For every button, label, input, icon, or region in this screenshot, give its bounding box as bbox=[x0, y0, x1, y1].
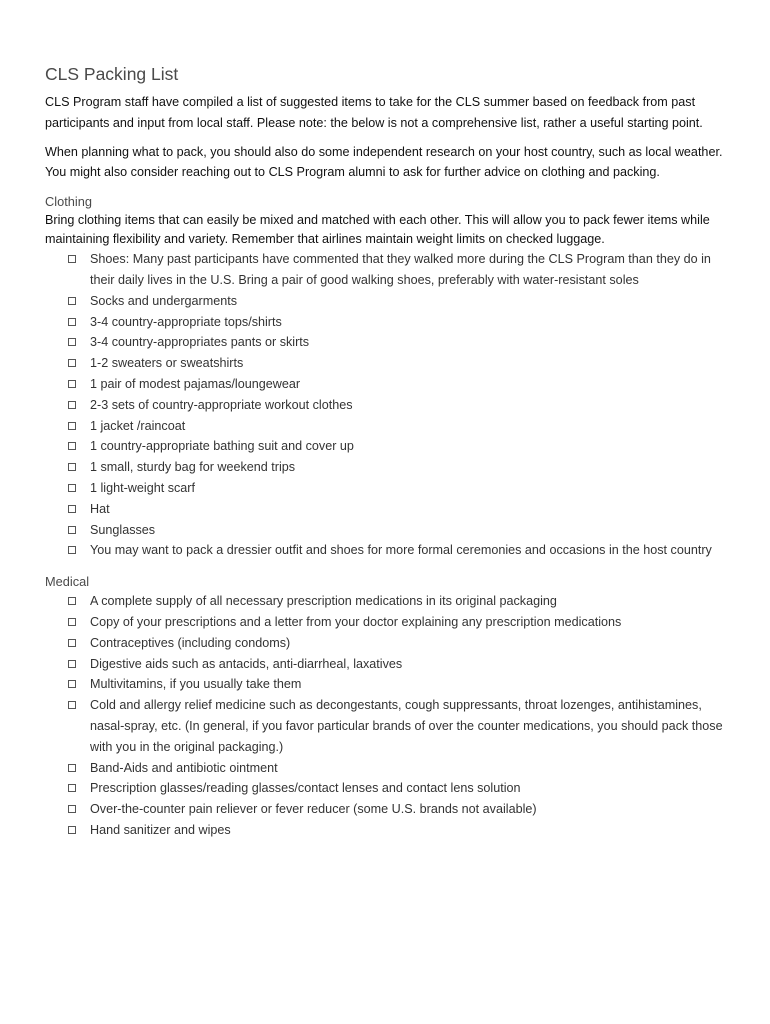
checklist-item bbox=[68, 374, 730, 395]
checkbox-icon bbox=[68, 505, 76, 513]
page-title: CLS Packing List bbox=[45, 64, 179, 84]
checkbox-icon bbox=[68, 442, 76, 450]
checklist-item-text: Band-Aids and antibiotic ointment bbox=[90, 760, 278, 775]
checkbox-icon bbox=[68, 618, 76, 626]
checklist-item bbox=[68, 654, 730, 675]
checklist-item-text: Hat bbox=[90, 501, 110, 516]
checklist-item bbox=[68, 695, 730, 757]
checklist-item bbox=[68, 540, 730, 561]
checklist-item bbox=[68, 674, 730, 695]
checklist-item-text: A complete supply of all necessary prescription medications in its original packaging bbox=[90, 594, 557, 609]
checkbox-icon bbox=[68, 526, 76, 534]
checklist-item-text: Shoes: Many past participants have commented that they walked more during the CLS Program than they do in their daily lives in the U.S. Bring a pair of good walking shoes, preferably with water-resistant soles bbox=[90, 252, 711, 287]
checkbox-icon bbox=[68, 680, 76, 688]
checklist-item-text: Digestive aids such as antacids, anti-diarrheal, laxatives bbox=[90, 656, 403, 671]
checklist-item bbox=[68, 520, 730, 541]
checklist-item-text: Prescription glasses/reading glasses/contact lenses and contact lens solution bbox=[90, 781, 521, 796]
intro-paragraph: CLS Program staff have compiled a list of suggested items to take for the CLS summer based on feedback from past participants and input from local staff. Please note: the below is not a comprehensive list, rather a useful starting point. bbox=[45, 95, 703, 130]
checkbox-icon bbox=[68, 546, 76, 554]
checklist-item-text: Over-the-counter pain reliever or fever reducer (some U.S. brands not available) bbox=[90, 802, 537, 817]
clothing-intro: Bring clothing items that can easily be mixed and matched with each other. This will allow you to pack fewer items while maintaining flexibility and variety. Remember that airlines maintain weight limits on checked luggage. bbox=[45, 213, 710, 247]
checkbox-icon bbox=[68, 359, 76, 367]
checklist-item-text: Sunglasses bbox=[90, 522, 156, 537]
checkbox-icon bbox=[68, 484, 76, 492]
checklist-item bbox=[68, 457, 730, 478]
checklist-item bbox=[68, 395, 730, 416]
checkbox-icon bbox=[68, 255, 76, 263]
checklist-item-text: Contraceptives (including condoms) bbox=[90, 635, 291, 650]
checklist-item-text: Cold and allergy relief medicine such as decongestants, cough suppressants, throat lozenges, antihistamines, nasal-spray, etc. (In general, if you favor particular brands of over the counter medications, you should pack those with you in the original packaging.) bbox=[90, 698, 723, 754]
checklist-item-text: 2-3 sets of country-appropriate workout clothes bbox=[90, 397, 353, 412]
checklist-item-text: 3-4 country-appropriate tops/shirts bbox=[90, 314, 282, 329]
checklist-item bbox=[68, 312, 730, 333]
checkbox-icon bbox=[68, 660, 76, 668]
checkbox-icon bbox=[68, 784, 76, 792]
checkbox-icon bbox=[68, 401, 76, 409]
checklist-item bbox=[68, 820, 730, 841]
checklist-item-text: Hand sanitizer and wipes bbox=[90, 822, 231, 837]
checkbox-icon bbox=[68, 805, 76, 813]
clothing-checklist bbox=[45, 249, 730, 561]
checklist-item bbox=[68, 436, 730, 457]
checklist-item-text: Copy of your prescriptions and a letter from your doctor explaining any prescription medications bbox=[90, 614, 622, 629]
checklist-item bbox=[68, 591, 730, 612]
checklist-item bbox=[68, 499, 730, 520]
checklist-item bbox=[68, 799, 730, 820]
checkbox-icon bbox=[68, 297, 76, 305]
medical-heading: Medical bbox=[45, 574, 90, 590]
checkbox-icon bbox=[68, 639, 76, 647]
checklist-item bbox=[68, 612, 730, 633]
checklist-item-text: 1 country-appropriate bathing suit and cover up bbox=[90, 439, 354, 454]
document-page bbox=[45, 62, 730, 841]
checkbox-icon bbox=[68, 826, 76, 834]
checklist-item-text: 1-2 sweaters or sweatshirts bbox=[90, 356, 244, 371]
clothing-heading: Clothing bbox=[45, 194, 92, 210]
checkbox-icon bbox=[68, 422, 76, 430]
checklist-item-text: Socks and undergarments bbox=[90, 293, 238, 308]
checklist-item bbox=[68, 353, 730, 374]
medical-checklist bbox=[45, 591, 730, 841]
checklist-item bbox=[68, 416, 730, 437]
checkbox-icon bbox=[68, 318, 76, 326]
checkbox-icon bbox=[68, 597, 76, 605]
checkbox-icon bbox=[68, 701, 76, 709]
checkbox-icon bbox=[68, 764, 76, 772]
checklist-item-text: You may want to pack a dressier outfit and shoes for more formal ceremonies and occasions in the host country bbox=[90, 543, 712, 558]
checkbox-icon bbox=[68, 338, 76, 346]
checklist-item-text: 1 jacket /raincoat bbox=[90, 418, 186, 433]
checklist-item-text: 1 small, sturdy bag for weekend trips bbox=[90, 460, 296, 475]
checklist-item bbox=[68, 633, 730, 654]
checklist-item bbox=[68, 332, 730, 353]
checklist-item-text: Multivitamins, if you usually take them bbox=[90, 677, 302, 692]
checklist-item-text: 3-4 country-appropriates pants or skirts bbox=[90, 335, 310, 350]
checklist-item bbox=[68, 478, 730, 499]
checklist-item bbox=[68, 778, 730, 799]
planning-paragraph: When planning what to pack, you should also do some independent research on your host country, such as local weather. You might also consider reaching out to CLS Program alumni to ask for further advice on clothing and packing. bbox=[45, 144, 723, 180]
checklist-item-text: 1 pair of modest pajamas/loungewear bbox=[90, 376, 301, 391]
checklist-item bbox=[68, 291, 730, 312]
checklist-item-text: 1 light-weight scarf bbox=[90, 480, 195, 495]
checkbox-icon bbox=[68, 463, 76, 471]
checklist-item bbox=[68, 249, 730, 291]
checklist-item bbox=[68, 758, 730, 779]
checkbox-icon bbox=[68, 380, 76, 388]
